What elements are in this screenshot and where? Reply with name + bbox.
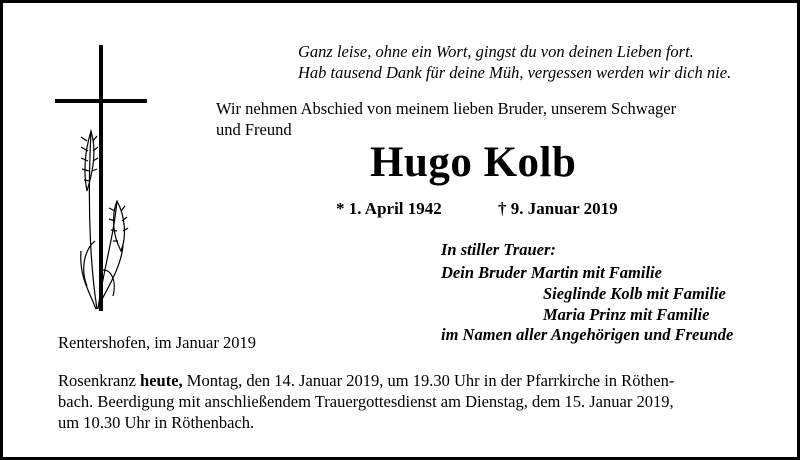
notice-line: bach. Beerdigung mit anschließendem Trauergottesdienst am Dienstag, dem 15. Januar 2019, — [58, 392, 674, 411]
mourner-line: Sieglinde Kolb mit Familie — [543, 284, 726, 303]
notice-text: Montag, den 14. Januar 2019, um 19.30 Uhr in der Pfarrkirche in Röthen- — [182, 371, 675, 390]
poem-line: Hab tausend Dank für deine Müh, vergessen werden wir dich nie. — [298, 63, 732, 82]
mourner-line: Dein Bruder Martin mit Familie — [441, 263, 662, 282]
mourner-line: im Namen aller Angehörigen und Freunde — [441, 325, 734, 344]
poem-line: Ganz leise, ohne ein Wort, gingst du von deinen Lieben fort. — [298, 42, 694, 61]
intro-text — [216, 98, 676, 140]
notice-emphasis: heute, — [140, 371, 183, 390]
birth-date: * 1. April 1942 — [336, 199, 442, 218]
intro-line: und Freund — [216, 120, 292, 139]
service-notice — [58, 370, 674, 433]
poem — [298, 41, 731, 83]
mourner-line: Maria Prinz mit Familie — [543, 305, 710, 324]
notice-line — [58, 370, 674, 391]
deceased-name: Hugo Kolb — [370, 139, 577, 186]
place-date: Rentershofen, im Januar 2019 — [58, 333, 256, 352]
cross-with-wheat-icon — [51, 41, 151, 316]
notice-text: Rosenkranz — [58, 371, 141, 390]
mourners-heading: In stiller Trauer: — [441, 240, 556, 259]
intro-line: Wir nehmen Abschied von meinem lieben Bruder, unserem Schwager — [216, 99, 677, 118]
notice-line: um 10.30 Uhr in Röthenbach. — [58, 413, 255, 432]
death-date: † 9. Januar 2019 — [498, 199, 618, 218]
